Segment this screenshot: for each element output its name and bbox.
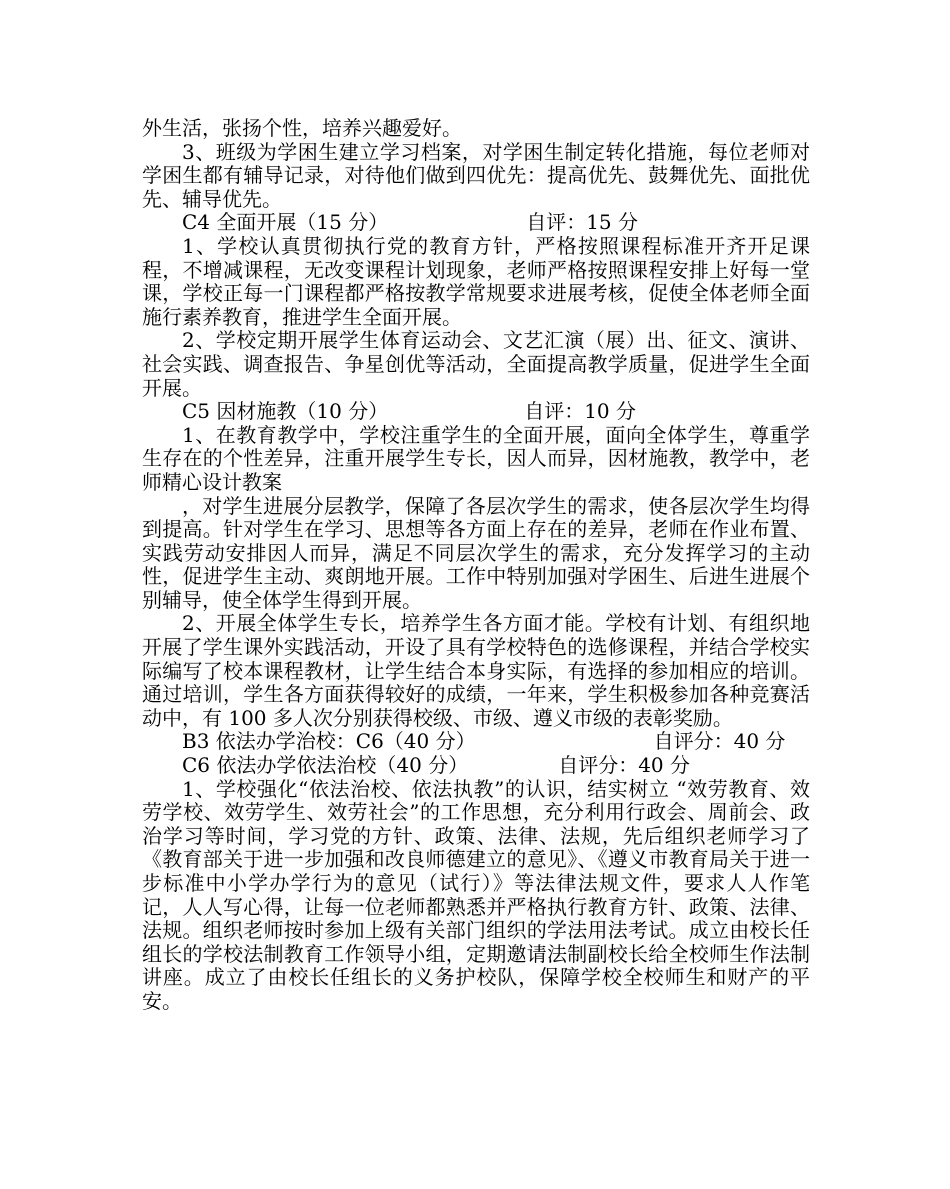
section-title-c5: C5 因材施教（10 分）: [182, 399, 389, 424]
self-score-c4: 自评：15 分: [526, 210, 639, 235]
self-score-c6: 自评分：40 分: [558, 753, 691, 778]
paragraph-c5-item1: 1、在教育教学中，学校注重学生的全面开展，面向全体学生，尊重学生存在的个性差异，注重开展学生专长，因人而异，因材施教，教学中，老师精心设计教案: [142, 422, 810, 494]
paragraph-learning-archive: 3、班级为学困生建立学习档案，对学困生制定转化措施，每位老师对学困生都有辅导记录，对待他们做到四优先：提高优先、鼓舞优先、面批优先、辅导优先。: [142, 139, 810, 211]
paragraph-c4-item2: 2、学校定期开展学生体育运动会、文艺汇演（展）出、征文、演讲、社会实践、调查报告、争星创优等活动，全面提高教学质量，促进学生全面开展。: [142, 328, 810, 400]
document-page: [142, 117, 810, 1014]
self-score-b3: 自评分：40 分: [653, 729, 786, 754]
paragraph-c5-item1-continued: ，对学生进展分层教学，保障了各层次学生的需求，使各层次学生均得到提高。针对学生在学习、思想等各方面上存在的差异，老师在作业布置、实践劳动安排因人而异，满足不同层次学生的需求，充分发挥学习的主动性，促进学生主动、爽朗地开展。工作中特别加强对学困生、后进生进展个别辅导，使全体学生得到开展。: [142, 493, 810, 612]
section-title-c4: C4 全面开展（15 分）: [182, 210, 389, 235]
section-heading-c4: [142, 211, 810, 235]
paragraph-c5-item2: 2、开展全体学生专长，培养学生各方面才能。学校有计划、有组织地开展了学生课外实践活动，开设了具有学校特色的选修课程，并结合学校实际编写了校本课程教材，让学生结合本身实际，有选择的参加相应的培训。通过培训，学生各方面获得较好的成绩，一年来，学生积极参加各种竞赛活动中，有 100 多人次分别获得校级、市级、遵义市级的表彰奖励。: [142, 611, 810, 730]
paragraph-c6-item1: 1、学校强化“依法治校、依法执教”的认识，结实树立 “效劳教育、效劳学校、效劳学生、效劳社会”的工作思想，充分利用行政会、周前会、政治学习等时间，学习党的方针、政策、法律、法规，先后组织老师学习了《教育部关于进一步加强和改良师德建立的意见》、《遵义市教育局关于进一步标准中小学办学行为的意见（试行）》等法律法规文件，要求人人作笔记，人人写心得，让每一位老师都熟悉并严格执行教育方针、政策、法律、法规。组织老师按时参加上级有关部门组织的学法用法考试。成立由校长任组长的学校法制教育工作领导小组，定期邀请法制副校长给全校师生作法制讲座。成立了由校长任组长的义务护校队，保障学校全校师生和财产的平安。: [142, 776, 810, 1013]
section-title-b3: B3 依法办学治校：C6（40 分）: [182, 729, 476, 754]
section-heading-c5: [142, 400, 810, 424]
section-heading-c6: [142, 754, 810, 778]
paragraph-continuation: 外生活，张扬个性，培养兴趣爱好。: [142, 116, 462, 140]
self-score-c5: 自评：10 分: [524, 399, 637, 424]
section-heading-b3: [142, 730, 810, 754]
section-title-c6: C6 依法办学依法治校（40 分）: [182, 753, 469, 778]
paragraph-c4-item1: 1、学校认真贯彻执行党的教育方针，严格按照课程标准开齐开足课程，不增减课程，无改变课程计划现象，老师严格按照课程安排上好每一堂课，学校正每一门课程都严格按教学常规要求进展考核，促使全体老师全面施行素养教育，推进学生全面开展。: [142, 233, 810, 329]
